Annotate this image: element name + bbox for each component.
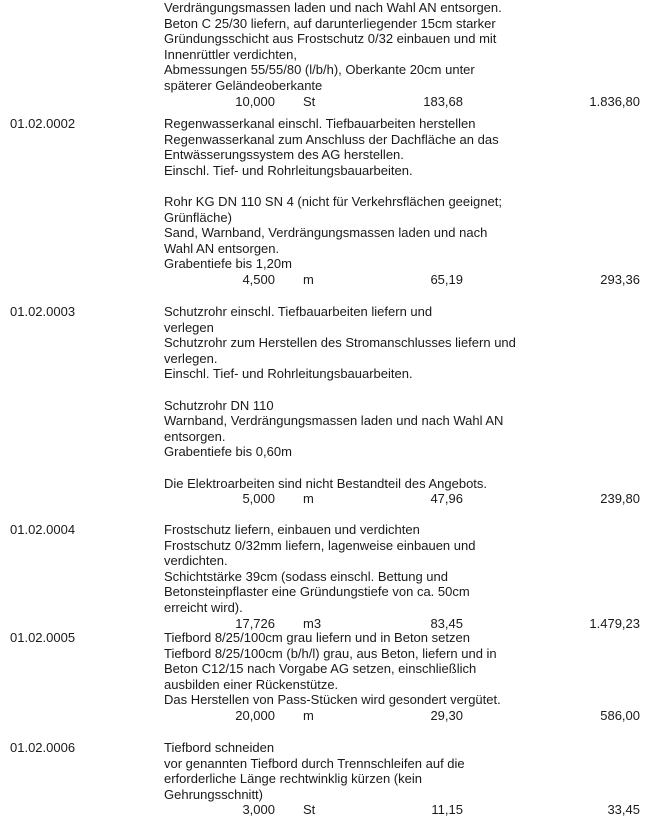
description-line: Beton C 25/30 liefern, auf darunterliegender 15cm starker bbox=[164, 15, 496, 31]
item-description bbox=[164, 0, 564, 94]
blank-line bbox=[164, 382, 564, 398]
description-line: erforderliche Länge rechtwinklig kürzen (kein bbox=[164, 771, 422, 787]
item-unit: m bbox=[303, 491, 314, 507]
item-unit-price: 65,19 bbox=[430, 272, 463, 287]
description-line: Regenwasserkanal zum Anschluss der Dachfläche an das bbox=[164, 131, 499, 147]
description-line: Beton C12/15 nach Vorgabe AG setzen, einschließlich bbox=[164, 661, 477, 677]
description-line: entsorgen. bbox=[164, 428, 226, 444]
item-quantity: 17,726 bbox=[235, 615, 275, 631]
item-unit-price: 47,96 bbox=[430, 491, 463, 507]
item-amount-row bbox=[0, 802, 655, 818]
item-position-number: 01.02.0002 bbox=[10, 116, 76, 131]
description-line: späterer Geländeoberkante bbox=[164, 77, 323, 93]
description-line: Gehrungsschnitt) bbox=[164, 786, 263, 802]
item-unit: m3 bbox=[303, 615, 322, 631]
item-amount-row bbox=[0, 708, 655, 724]
description-line: ausbilden einer Rückenstütze. bbox=[164, 676, 339, 692]
description-line: Frostschutz 0/32mm liefern, lagenweise einbauen und bbox=[164, 537, 476, 553]
description-line: Frostschutz liefern, einbauen und verdichten bbox=[164, 522, 420, 537]
description-line: Die Elektroarbeiten sind nicht Bestandteil des Angebots. bbox=[164, 475, 488, 491]
description-line: Grünfläche) bbox=[164, 209, 232, 225]
description-line: erreicht wird). bbox=[164, 599, 243, 615]
item-amount-row bbox=[0, 94, 655, 110]
description-line: Gründungsschicht aus Frostschutz 0/32 einbauen und mit bbox=[164, 31, 497, 47]
item-quantity: 3,000 bbox=[242, 802, 275, 818]
item-total: 33,45 bbox=[607, 802, 640, 818]
item-position-number: 01.02.0005 bbox=[10, 630, 76, 645]
item-amount-row bbox=[0, 272, 655, 288]
item-unit-price: 83,45 bbox=[430, 615, 463, 631]
description-line: Tiefbord 8/25/100cm (b/h/l) grau, aus Beton, liefern und in bbox=[164, 645, 497, 661]
description-line: Verdrängungsmassen laden und nach Wahl AN entsorgen. bbox=[164, 0, 502, 15]
description-line: Entwässerungssystem des AG herstellen. bbox=[164, 147, 404, 163]
description-line: Innenrüttler verdichten, bbox=[164, 46, 297, 62]
description-line: verlegen. bbox=[164, 350, 218, 366]
item-unit: St bbox=[303, 93, 316, 109]
description-line: Sand, Warnband, Verdrängungsmassen laden und nach bbox=[164, 225, 488, 241]
item-position-number: 01.02.0004 bbox=[10, 522, 76, 537]
item-unit-price: 29,30 bbox=[430, 708, 463, 723]
item-total: 1.836,80 bbox=[589, 93, 640, 109]
item-description bbox=[164, 630, 564, 708]
blank-line bbox=[164, 178, 564, 194]
item-unit-price: 11,15 bbox=[431, 802, 463, 818]
description-line: Tiefbord schneiden bbox=[164, 740, 275, 755]
description-line: Warnband, Verdrängungsmassen laden und nach Wahl AN bbox=[164, 413, 504, 429]
description-line: Schichtstärke 39cm (sodass einschl. Bettung und bbox=[164, 568, 448, 584]
description-line: Wahl AN entsorgen. bbox=[164, 240, 280, 256]
description-line: Schutzrohr zum Herstellen des Stromanschlusses liefern und bbox=[164, 335, 516, 351]
description-line: Einschl. Tief- und Rohrleitungsbauarbeiten. bbox=[164, 162, 413, 178]
description-line: Abmessungen 55/55/80 (l/b/h), Oberkante 20cm unter bbox=[164, 62, 475, 78]
item-position-number: 01.02.0006 bbox=[10, 740, 76, 755]
item-unit: m bbox=[303, 272, 314, 287]
item-amount-row bbox=[0, 491, 655, 507]
description-line: Regenwasserkanal einschl. Tiefbauarbeiten herstellen bbox=[164, 116, 476, 131]
description-line: Tiefbord 8/25/100cm grau liefern und in Beton setzen bbox=[164, 630, 470, 645]
description-line: verdichten. bbox=[164, 553, 228, 569]
description-line: Grabentiefe bis 1,20m bbox=[164, 256, 292, 272]
item-quantity: 20,000 bbox=[235, 708, 275, 723]
description-line: Betonsteinpflaster eine Gründungstiefe von ca. 50cm bbox=[164, 584, 470, 600]
description-line: vor genannten Tiefbord durch Trennschleifen auf die bbox=[164, 755, 465, 771]
item-quantity: 10,000 bbox=[235, 93, 275, 109]
item-description bbox=[164, 522, 564, 616]
item-description bbox=[164, 304, 564, 491]
item-total: 293,36 bbox=[600, 272, 640, 287]
item-description bbox=[164, 740, 564, 802]
item-unit-price: 183,68 bbox=[423, 93, 463, 109]
item-unit: m bbox=[303, 708, 314, 723]
description-line: verlegen bbox=[164, 319, 214, 335]
description-line: Rohr KG DN 110 SN 4 (nicht für Verkehrsflächen geeignet; bbox=[164, 193, 502, 209]
description-line: Grabentiefe bis 0,60m bbox=[164, 444, 292, 460]
blank-line bbox=[164, 460, 564, 476]
description-line: Das Herstellen von Pass-Stücken wird gesondert vergütet. bbox=[164, 692, 501, 708]
item-total: 586,00 bbox=[600, 708, 640, 723]
description-line: Schutzrohr einschl. Tiefbauarbeiten liefern und bbox=[164, 304, 433, 319]
item-description bbox=[164, 116, 564, 272]
item-total: 239,80 bbox=[600, 491, 640, 507]
description-line: Einschl. Tief- und Rohrleitungsbauarbeiten. bbox=[164, 366, 413, 382]
item-quantity: 5,000 bbox=[242, 491, 275, 507]
item-quantity: 4,500 bbox=[242, 272, 275, 287]
item-total: 1.479,23 bbox=[589, 615, 640, 631]
description-line: Schutzrohr DN 110 bbox=[164, 397, 274, 413]
item-unit: St bbox=[303, 802, 316, 818]
item-position-number: 01.02.0003 bbox=[10, 304, 76, 319]
